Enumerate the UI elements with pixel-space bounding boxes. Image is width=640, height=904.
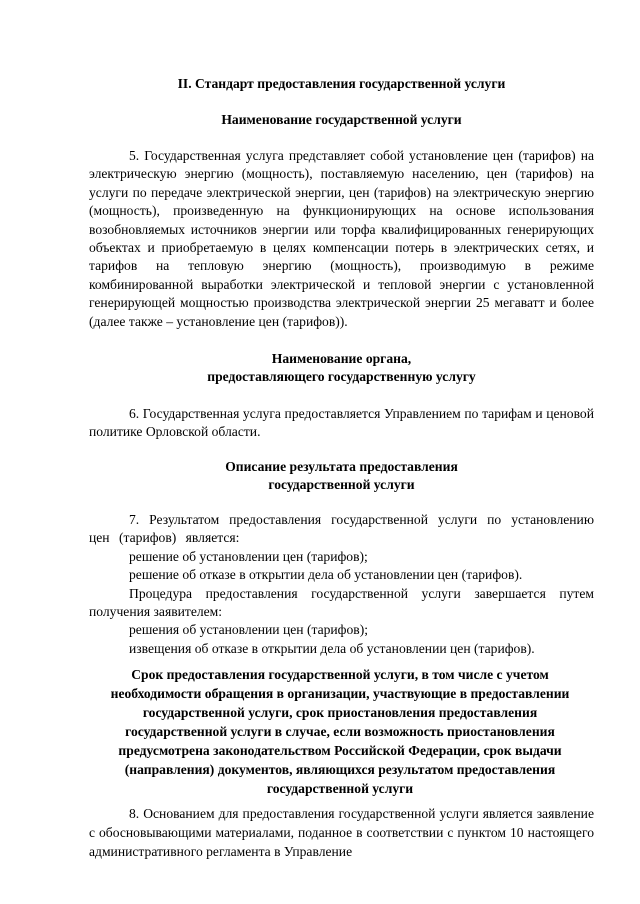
result-item: решение об отказе в открытии дела об установлении цен (тарифов). — [129, 567, 523, 583]
section-title: II. Стандарт предоставления государственной услуги — [177, 76, 506, 91]
procedure-item: решения об установлении цен (тарифов); — [129, 622, 369, 638]
heading-organ-line-1: Наименование органа, — [271, 351, 412, 366]
heading-organ-line-2: предоставляющего государственную услугу — [207, 369, 476, 385]
heading-service-name: Наименование государственной услуги — [221, 112, 462, 127]
heading-result-line-2: государственной услуги — [268, 477, 415, 493]
result-item: решение об установлении цен (тарифов); — [129, 548, 368, 564]
procedure-text: Процедура предоставления государственной услуги завершается путем получения заявителем: — [89, 585, 594, 620]
procedure-item: извещения об отказе в открытии дела об установлении цен (тарифов). — [129, 640, 535, 656]
paragraph-7-block — [89, 511, 594, 658]
paragraph-7: 7. Результатом предоставления государственной услуги по установлению цен (тарифов) является: — [89, 512, 594, 546]
heading-result-line-1: Описание результата предоставления — [225, 459, 458, 474]
heading-result — [89, 458, 594, 495]
paragraph-6: 6. Государственная услуга предоставляется Управлением по тарифам и ценовой политике Орловской области. — [89, 406, 594, 440]
heading-term: Срок предоставления государственной услуги, в том числе с учетом необходимости обращения в организации, участвующие в предоставлении государственной услуги, срок приостановления предоставления государственной услуги в случае, если возможность приостановления предусмотрена законодательством Российской Федерации, срок выдачи (направления) документов, являющихся результатом предоставления государственной услуги — [110, 667, 570, 796]
paragraph-8: 8. Основанием для предоставления государственной услуги является заявление с обосновывающими материалами, поданное в соответствии с пунктом 10 настоящего административного регламента в Управление — [89, 806, 594, 859]
paragraph-5: 5. Государственная услуга представляет собой установление цен (тарифов) на электрическую энергию (мощность), поставляемую населению, цен (тарифов) на услуги по передаче электрической энергии, цен (тарифов) на электрическую энергию (мощность), произведенную на функционирующих на основе использования возобновляемых источников энергии или торфа квалифицированных генерирующих объектах и приобретаемую в целях компенсации потерь в электрических сетях, и тарифов на тепловую энергию (мощность), производимую в режиме комбинированной выработки электрической и тепловой энергии с установленной генерирующей мощностью производства электрической энергии 25 мегаватт и более (далее также – установление цен (тарифов)). — [89, 148, 594, 329]
heading-organ — [89, 350, 594, 387]
